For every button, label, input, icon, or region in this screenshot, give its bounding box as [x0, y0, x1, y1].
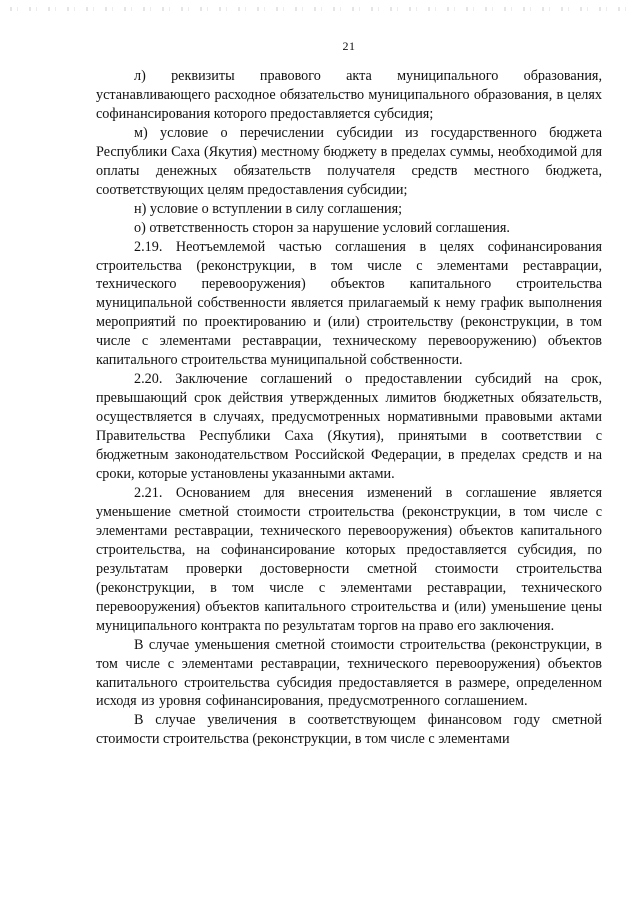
paragraph-item-o: о) ответственность сторон за нарушение условий соглашения. [134, 219, 510, 236]
document-text [96, 67, 602, 749]
paragraph-item-m: м) условие о перечислении субсидии из государственного бюджета Республики Саха (Якутия) местному бюджету в пределах суммы, необходимой для оплаты денежных обязательств получателя средств местного бюджета, соответствующих целям предоставления субсидии; [96, 124, 602, 198]
page-number: 21 [342, 39, 356, 53]
paragraph-item-n: н) условие о вступлении в силу соглашения; [134, 200, 403, 217]
paragraph-cost-increase: В случае увеличения в соответствующем финансовом году сметной стоимости строительства (реконструкции, в том числе с элементами [96, 712, 602, 748]
paragraph-item-l: л) реквизиты правового акта муниципального образования, устанавливающего расходное обязательство муниципального образования, в целях софинансирования которого предоставляется субсидия; [96, 68, 602, 122]
paragraph-cost-decrease: В случае уменьшения сметной стоимости строительства (реконструкции, в том числе с элементами реставрации, технического перевооружения) объектов капитального строительства субсидия предоставляется в размере, определенном исходя из уровня софинансирования, предусмотренного соглашением. [96, 636, 602, 710]
scan-top-edge [10, 7, 630, 11]
paragraph-clause-2-19: 2.19. Неотъемлемой частью соглашения в целях софинансирования строительства (реконструкции, в том числе с элементами реставрации, технического перевооружения) объектов капитального строительства муниципальной собственности является прилагаемый к нему график выполнения мероприятий по проектированию и (или) строительству (реконструкции, в том числе с элементами реставрации, техническому перевооружению) объектов капитального строительства муниципальной собственности. [96, 238, 602, 369]
paragraph-clause-2-20: 2.20. Заключение соглашений о предоставлении субсидий на срок, превышающий срок действия утвержденных лимитов бюджетных обязательств, осуществляется в случаях, предусмотренных нормативными правовыми актами Правительства Республики Саха (Якутия), принятыми в соответствии с бюджетным законодательством Российской Федерации, в пределах средств и на сроки, которые установлены указанными актами. [96, 371, 602, 483]
paragraph-clause-2-21: 2.21. Основанием для внесения изменений в соглашение является уменьшение сметной стоимости строительства (реконструкции, в том числе с элементами реставрации, технического перевооружения) объектов капитального строительства, на софинансирование которых предоставляется субсидия, по результатам проверки достоверности сметной стоимости строительства (реконструкции, в том числе с элементами реставрации, технического перевооружения) объектов капитального строительства и (или) уменьшение цены муниципального контракта по результатам торгов на право его заключения. [96, 484, 602, 634]
